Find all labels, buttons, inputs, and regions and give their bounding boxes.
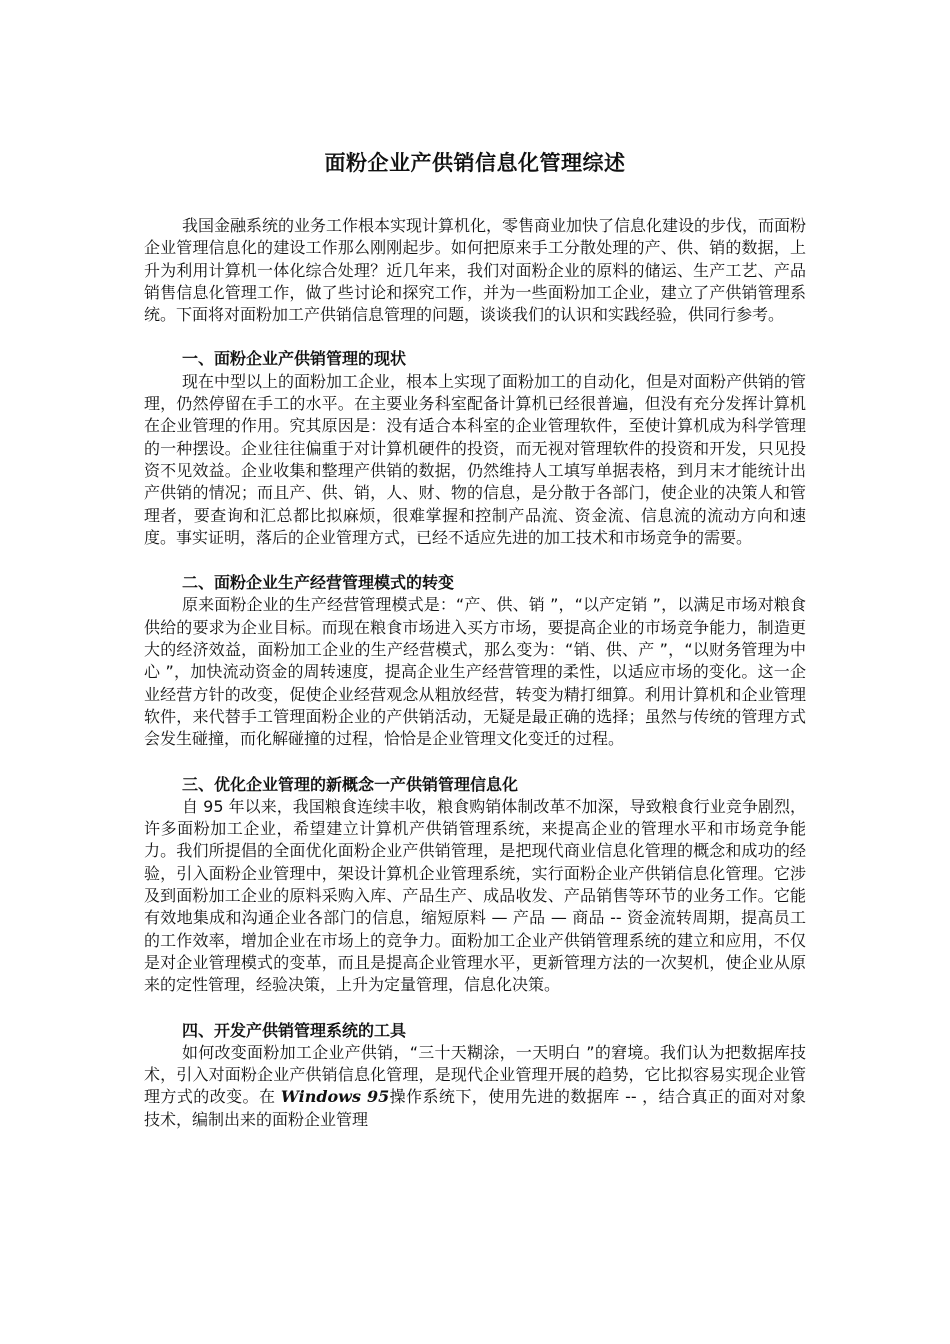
spacer bbox=[144, 751, 806, 774]
document-title: 面粉企业产供销信息化管理综述 bbox=[324, 151, 626, 175]
section-3-heading: 三、优化企业管理的新概念一产供销管理信息化 bbox=[182, 774, 519, 794]
spacer bbox=[144, 997, 806, 1020]
spacer bbox=[144, 326, 806, 348]
section-4-os-name: Windows 95 bbox=[280, 1087, 390, 1107]
section-4-body bbox=[144, 1042, 806, 1131]
intro-paragraph: 我国金融系统的业务工作根本实现计算机化，零售商业加快了信息化建设的步伐，而面粉企业管理信息化的建设工作那么刚刚起步。如何把原来手工分散处理的产、供、销的数据，上升为利用计算机一体化综合处理？近几年来，我们对面粉企业的原料的储运、生产工艺、产品销售信息化管理工作，做了些讨论和探究工作，并为一些面粉加工企业，建立了产供销管理系统。下面将对面粉加工产供销信息管理的问题，谈谈我们的认识和实践经验，供同行参考。 bbox=[144, 216, 807, 325]
document-body bbox=[144, 215, 806, 1131]
section-1-heading: 一、面粉企业产供销管理的现状 bbox=[182, 349, 407, 369]
section-4-text-part2: 操作系统下，使用先进的数据库 -- ，结合真正的面对对象技术，编制出来的面粉企业管理 bbox=[144, 1087, 807, 1129]
section-1-body: 现在中型以上的面粉加工企业，根本上实现了面粉加工的自动化，但是对面粉产供销的管理，仍然停留在手工的水平。在主要业务科室配备计算机已经很普遍，但没有充分发挥计算机在企业管理的作用。究其原因是：没有适合本科室的企业管理软件，至使计算机成为科学管理的一种摆设。企业往往偏重于对计算机硬件的投资，而无视对管理软件的投资和开发，只见投资不见效益。企业收集和整理产供销的数据，仍然维持人工填写单据表格，到月末才能统计出产供销的情况；而且产、供、销，人、财、物的信息，是分散于各部门，使企业的决策人和管理者，要查询和汇总都比拟麻烦，很难掌握和控制产品流、资金流、信息流的流动方向和速度。事实证明，落后的企业管理方式，已经不适应先进的加工技术和市场竞争的需要。 bbox=[144, 371, 807, 547]
section-2-heading: 二、面粉企业生产经营管理模式的转变 bbox=[182, 573, 455, 593]
section-2-body: 原来面粉企业的生产经营管理模式是：“产、供、销 ”，“以产定销 ”，以满足市场对粮食供给的要求为企业目标。而现在粮食市场进入买方市场，要提高企业的市场竞争能力，制造更大的经济效益，面粉加工企业的生产经营模式，那么变为：“销、供、产 ”，“以财务管理为中心 ”，加快流动资金的周转速度，提高企业生产经营管理的柔性，以适应市场的变化。这一企业经营方针的改变，促使企业经营观念从粗放经营，转变为精打细算。利用计算机和企业管理软件，来代替手工管理面粉企业的产供销活动，无疑是最正确的选择；虽然与传统的管理方式会发生碰撞，而化解碰撞的过程，恰恰是企业管理文化变迁的过程。 bbox=[144, 595, 806, 749]
section-4-heading: 四、开发产供销管理系统的工具 bbox=[182, 1020, 407, 1040]
spacer bbox=[144, 549, 806, 572]
section-4-text-part1: 如何改变面粉加工企业产供销，“三十天糊涂，一天明白 ”的窘境。我们认为把数据库技术，引入对面粉企业产供销信息化管理，是现代企业管理开展的趋势，它比拟容易实现企业管理方式的改变。在 bbox=[144, 1042, 806, 1107]
section-3-body: 自 95 年以来，我国粮食连续丰收，粮食购销体制改革不加深，导致粮食行业竞争剧烈，许多面粉加工企业，希望建立计算机产供销管理系统，来提高企业的管理水平和市场竞争能力。我们所提倡的全面优化面粉企业产供销管理，是把现代商业信息化管理的概念和成功的经验，引入面粉企业管理中，架设计算机企业管理系统，实行面粉企业产供销信息化管理。它涉及到面粉加工企业的原料采购入库、产品生产、成品收发、产品销售等环节的业务工作。它能有效地集成和沟通企业各部门的信息，缩短原料 — 产品 — 商品 -- 资金流转周期，提高员工的工作效率，增加企业在市场上的竞争力。面粉加工企业产供销管理系统的建立和应用，不仅是对企业管理模式的变革，而且是提高企业管理水平，更新管理方法的一次契机，使企业从原来的定性管理，经验决策，上升为定量管理，信息化决策。 bbox=[144, 796, 806, 995]
